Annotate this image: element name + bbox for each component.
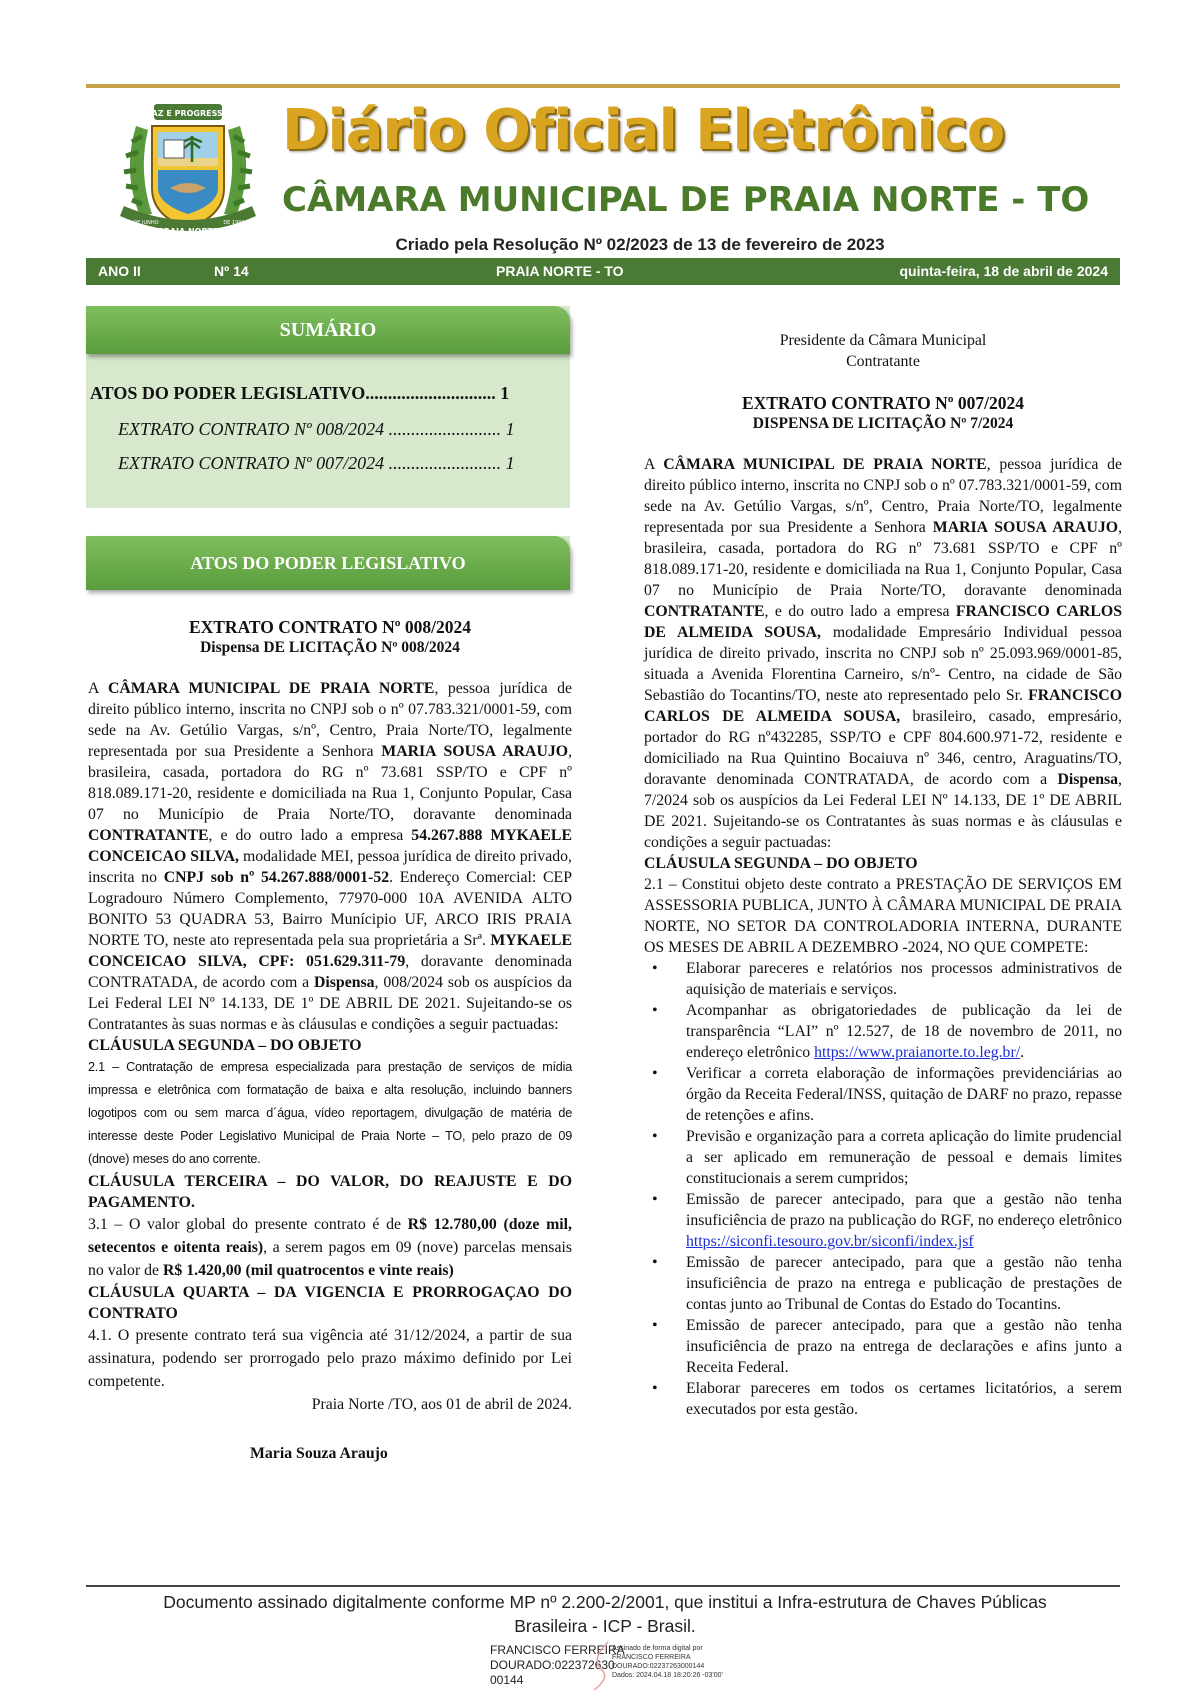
contract-007-preamble: A CÂMARA MUNICIPAL DE PRAIA NORTE, pessoa jurídica de direito público interno, inscrita no CNPJ sob o nº 07.783.321/0001-59, com sede na Av. Getúlio Vargas, s/nº, Centro, Praia Norte/TO, legalmente representada por sua Presidente a Senhora MARIA SOUSA ARAUJO, brasileira, casada, portadora do RG nº 73.681 SSP/TO e CPF nº 818.089.171-20, residente e domiciliada na Rua 1, Conjunto Popular, Casa 07 no Município de Praia Norte/TO, doravante denominada CONTRATANTE, e do outro lado a empresa FRANCISCO CARLOS DE ALMEIDA SOUSA, modalidade Empresário Individual pessoa jurídica de direito privado, inscrita no CNPJ sob nº 25.093.969/0001-85, situada a Avenida Florentina Carneiro, s/nº- Centro, na cidade de São Sebastião do Tocantins/TO, neste ato representado pelo Sr. FRANCISCO CARLOS DE ALMEIDA SOUSA, brasileiro, casado, empresário, portador do RG nº432285, SSP/TO e CPF 804.600.971-72, residente e domiciliado na Rua Quintino Bocaiuva nº 346, centro, Araguatins/TO, doravante denominada CONTRATADA, de acordo com a Dispensa, 7/2024 sob os auspícios da Lei Federal LEI Nº 14.133, DE 1º DE ABRIL DE 2021. Sujeitando-se os Contratantes às suas normas e às cláusulas e condições a seguir pactuadas:	[644, 456, 1123, 851]
digital-signer-name: FRANCISCO FERREIRA DOURADO:022372630 00144	[490, 1643, 625, 1687]
summary-heading: SUMÁRIO	[86, 306, 570, 354]
contract-008-clause2-title: CLÁUSULA SEGUNDA – DO OBJETO	[88, 1037, 362, 1054]
contract-008-column	[88, 616, 572, 1464]
seal-right-text: DE 1991	[223, 220, 245, 226]
footer-rule	[86, 1585, 1120, 1587]
masthead-title: Diário Oficial Eletrônico	[282, 98, 1005, 163]
contract-008-title: EXTRATO CONTRATO Nº 008/2024	[188, 617, 472, 637]
summary-link-atos[interactable]: ATOS DO PODER LEGISLATIVO............................. 1	[90, 383, 510, 403]
footer-line-2: Brasileira - ICP - Brasil.	[514, 1616, 696, 1636]
contract-008-clause3-text: 3.1 – O valor global do presente contrato é de R$ 12.780,00 (doze mil, setecentos e oitenta reais), a serem pagos em 09 (nove) parcelas mensais no valor de R$ 1.420,00 (mil quatrocentos e vinte reais)	[88, 1216, 572, 1279]
municipal-seal-icon	[112, 96, 264, 248]
contract-007-clause2-title: CLÁUSULA SEGUNDA – DO OBJETO	[644, 855, 918, 872]
contract-007-duties-list	[644, 958, 1122, 1420]
seal-city: PRAIA NORTE	[157, 227, 219, 236]
contract-008-clause3-title: CLÁUSULA TERCEIRA – DO VALOR, DO REAJUSTE E DO PAGAMENTO.	[88, 1173, 572, 1211]
contract-008-clause4-text: 4.1. O presente contrato terá sua vigência até 31/12/2024, a partir de sua assinatura, podendo ser prorrogado pelo prazo máximo definido por Lei competente.	[88, 1327, 572, 1390]
masthead-subtitle: CÂMARA MUNICIPAL DE PRAIA NORTE - TO	[282, 180, 1090, 220]
list-item: • Elaborar pareceres e relatórios nos processos administrativos de aquisição de materiais e serviços.	[644, 958, 1122, 1000]
contract-008-clause2-text: 2.1 – Contratação de empresa especializada para prestação de serviços de mídia impressa e eletrônica com formatação de baixa e alta resolução, incluindo banners logotipos com ou sem marca d´água, vídeo reportagem, divulgação de matéria de interesse deste Poder Legislativo Municipal de Praia Norte – TO, pelo prazo de 09 (dnove) meses do ano corrente.	[88, 1060, 572, 1166]
creation-resolution: Criado pela Resolução Nº 02/2023 de 13 de fevereiro de 2023	[395, 235, 885, 254]
contract-008-signer: Maria Souza Araujo	[250, 1445, 388, 1462]
contract-008-place-date: Praia Norte /TO, aos 01 de abril de 2024.	[311, 1396, 572, 1413]
summary-link-contract-008[interactable]: EXTRATO CONTRATO Nº 008/2024 ......................... 1	[118, 419, 515, 439]
summary-link-contract-007[interactable]: EXTRATO CONTRATO Nº 007/2024 ......................... 1	[118, 453, 515, 473]
signature-role-contratante: Contratante	[846, 353, 920, 370]
footer-line-1: Documento assinado digitalmente conforme MP nº 2.200-2/2001, que institui a Infra-estrutura de Chaves Públicas	[163, 1592, 1047, 1612]
digital-signature-details: Assinado de forma digital por FRANCISCO FERREIRA DOURADO:02237263000144 Dados: 2024.04.18 18:20:26 -03'00'	[612, 1645, 723, 1679]
praianorte-link[interactable]: https://www.praianorte.to.leg.br/	[814, 1044, 1021, 1061]
issue-year: ANO II	[98, 263, 141, 279]
contract-007-clause2-text: 2.1 – Constitui objeto deste contrato a PRESTAÇÃO DE SERVIÇOS EM ASSESSORIA PUBLICA, JUNTO À CÂMARA MUNICIPAL DE PRAIA NORTE, NO SETOR DA CONTROLADORIA INTERNA, DURANTE OS MESES DE ABRIL A DEZEMBRO -2024, NO QUE COMPETE:	[644, 876, 1122, 956]
top-rule	[86, 84, 1120, 88]
contract-007-column	[644, 330, 1122, 1420]
issue-number: Nº 14	[214, 263, 249, 279]
contract-008-subtitle: Dispensa DE LICITAÇÃO Nº 008/2024	[200, 639, 460, 656]
list-item: • Emissão de parecer antecipado, para que a gestão não tenha insuficiência de prazo na entrega de declarações e afins junto a Receita Federal.	[644, 1315, 1122, 1378]
footer-certification	[90, 1590, 1120, 1638]
list-item: • Previsão e organização para a correta aplicação do limite prudencial a ser aplicado em remuneração de pessoal e demais limites constitucionais a serem cumpridos;	[644, 1126, 1122, 1189]
list-item: • Emissão de parecer antecipado, para que a gestão não tenha insuficiência de prazo na publicação do RGF, no endereço eletrônico https://siconfi.tesouro.gov.br/siconfi/index.jsf	[644, 1189, 1122, 1252]
contract-008-clause4-title: CLÁUSULA QUARTA – DA VIGENCIA E PRORROGAÇAO DO CONTRATO	[88, 1284, 572, 1322]
contract-007-title: EXTRATO CONTRATO Nº 007/2024	[741, 393, 1025, 413]
signature-mark-icon	[580, 1640, 616, 1692]
issue-date: quinta-feira, 18 de abril de 2024	[899, 263, 1108, 279]
issue-info-bar	[86, 258, 1120, 285]
list-item: • Verificar a correta elaboração de informações previdenciárias ao órgão da Receita Federal/INSS, quitação de DARF no prazo, repasse de retenções e afins.	[644, 1063, 1122, 1126]
issue-city: PRAIA NORTE - TO	[496, 263, 624, 279]
contract-007-subtitle: DISPENSA DE LICITAÇÃO Nº 7/2024	[752, 415, 1014, 432]
list-item: • Elaborar pareceres em todos os certames licitatórios, a serem executados por esta gestão.	[644, 1378, 1122, 1420]
seal-left-text: 21 DE JUNHO	[125, 220, 159, 226]
siconfi-link[interactable]: https://siconfi.tesouro.gov.br/siconfi/index.jsf	[686, 1233, 974, 1250]
list-item: • Emissão de parecer antecipado, para que a gestão não tenha insuficiência de prazo na entrega e publicação de prestações de contas junto ao Tribunal de Contas do Estado do Tocantins.	[644, 1252, 1122, 1315]
contract-008-preamble: A CÂMARA MUNICIPAL DE PRAIA NORTE, pessoa jurídica de direito público interno, inscrita no CNPJ sob o nº 07.783.321/0001-59, com sede na Av. Getúlio Vargas, s/nº, Centro, Praia Norte/TO, legalmente representada por sua Presidente a Senhora MARIA SOUSA ARAUJO, brasileira, casada, portadora do RG nº 73.681 SSP/TO e CPF nº 818.089.171-20, residente e domiciliada na Rua 1, Conjunto Popular, Casa 07 no Município de Praia Norte/TO, doravante denominada CONTRATANTE, e do outro lado a empresa 54.267.888 MYKAELE CONCEICAO SILVA, modalidade MEI, pessoa jurídica de direito privado, inscrita no CNPJ sob nº 54.267.888/0001-52. Endereço Comercial: CEP Logradouro Número Complemento, 77970-000 10A AVENIDA ALTO BONITO 53 QUADRA 53, Bairro Munícipio UF, ARCO IRIS PRAIA NORTE TO, neste ato representada pela sua proprietária a Srª. MYKAELE CONCEICAO SILVA, CPF: 051.629.311-79, doravante denominada CONTRATADA, de acordo com a Dispensa, 008/2024 sob os auspícios da Lei Federal LEI Nº 14.133, DE 1º DE ABRIL DE 2021. Sujeitando-se os Contratantes às suas normas e às cláusulas e condições a seguir pactuadas:	[88, 680, 573, 1033]
seal-motto: PAZ E PROGRESSO	[146, 109, 230, 118]
list-item: • Acompanhar as obrigatoriedades de publicação da lei de transparência “LAI” nº 12.527, de 18 de novembro de 2011, no endereço eletrônico https://www.praianorte.to.leg.br/.	[644, 1000, 1122, 1063]
section-heading-atos: ATOS DO PODER LEGISLATIVO	[86, 536, 570, 590]
signature-role: Presidente da Câmara Municipal	[779, 332, 987, 349]
